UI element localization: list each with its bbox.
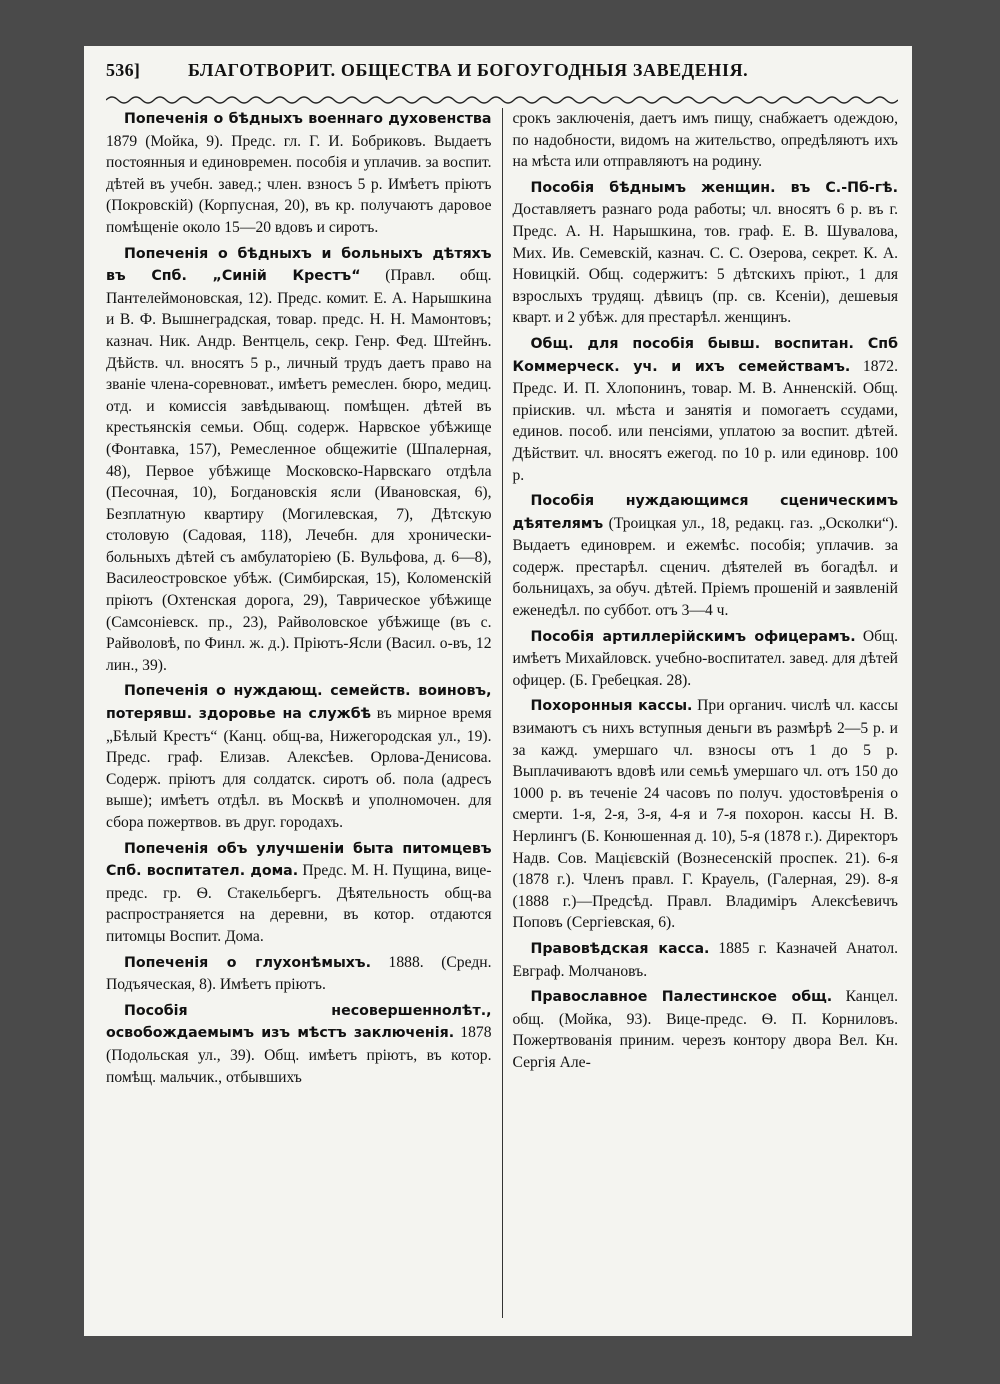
entry-body: Доставляетъ разнаго рода работы; чл. вносятъ 6 р. въ г. Предс. А. Н. Нарышкина, тов. граф. Е. В. Шувалова, Мих. Ив. Семевскій, казнач. С. С. Озерова, секрет. К. А. Новицкій. Общ. содержитъ: 5 дѣтскихъ пріют., 1 для взрослыхъ трудящ. дѣвицъ (пр. св. Ксеніи), дешевыя кварт. и 2 убѣж. для престарѣл. женщинъ.	[512, 201, 898, 327]
entry	[106, 108, 492, 239]
entry-heading: Похоронныя кассы.	[530, 698, 693, 715]
entry-body: 1888. (Средн. Подъяческая, 8). Имѣетъ пріютъ.	[106, 953, 492, 994]
entry-body: (Троицкая ул., 18, редакц. газ. „Осколки“). Выдаетъ единоврем. и ежемѣс. пособія; уплачив. за содерж. престарѣл. сценич. дѣятелей въ богадѣл. и больницахъ, за обуч. дѣтей. Пріемъ прошеній и заявленій еженедѣл. по суббот. отъ 3—4 ч.	[512, 514, 898, 620]
entry-body: (Правл. общ. Пантелеймоновская, 12). Предс. комит. Е. А. Нарышкина и В. Ф. Вышнеградская, товар. предс. Н. Н. Мамонтовъ; казнач. Ник. Андр. Вентцель, секр. Генр. Фед. Штейнъ. Дѣйств. чл. вносятъ 5 р., личный трудъ даетъ право на званіе члена-соревноват., имѣетъ ремеслен. бюро, медиц. отд. и комиссія завѣдывающ. помѣщен. дѣтей въ крестьянскія семьи. Общ. содерж. Нарвское убѣжище (Фонтавка, 157), Ремесленное общежитіе (Шпалерная, 48), Первое убѣжище Московско-Нарвскаго отдѣла (Песочная, 10), Богдановскія ясли (Ивановская, 6), Безплатную квартиру (Могилевская, 7), Дѣтскую столовую (Садовая, 118), Лечебн. для хронически-больныхъ дѣтей съ амбулаторіею (Б. Вульфова, д. 6—8), Василеостровское убѣж. (Симбирская, 15), Коломенскій пріютъ (Охтенская дорога, 29), Таврическое убѣжище (Самсоніевск. пр., 23), Райволовское убѣжище (въ с. Райволовѣ, по Финл. ж. д.). Пріютъ-Ясли (Васил. о-въ, 12 лин., 39).	[106, 267, 492, 674]
continued-text: срокъ заключенія, даетъ имъ пищу, снабжаетъ одеждою, по надобности, видомъ на жительство, опредѣляютъ ихъ на мѣста или отправляютъ на родину.	[512, 110, 898, 171]
entry-body: Общ. имѣетъ Михайловск. учебно-воспитател. завед. для дѣтей офицер. (Б. Гребецкая. 28).	[512, 627, 898, 689]
entry-body: Предс. М. Н. Пущина, вице-предс. гр. Ѳ. Стакельбергъ. Дѣятельность общ-ва распространяется на деревни, въ котор. отдаются питомцы Воспит. Дома.	[106, 862, 492, 945]
entry-heading: Попеченія о нуждающ. семейств. воиновъ, потерявш. здоровье на службѣ	[106, 683, 492, 723]
entry-body: 1878 (Подольская ул., 39). Общ. имѣетъ пріютъ, въ котор. помѣщ. мальчик., отбывшихъ	[106, 1024, 492, 1086]
entry-heading: Пособія бѣднымъ женщин. въ С.-Пб-гѣ.	[530, 179, 898, 196]
entry	[106, 243, 492, 677]
header-wavy-rule	[106, 94, 898, 106]
entry	[513, 626, 899, 692]
entry-heading: Правовѣдская касса.	[530, 940, 710, 957]
entry-body: Канцел. общ. (Мойка, 93). Вице-предс. Ѳ. П. Корниловъ. Пожертвованія приним. черезъ контору двора Вел. Кн. Сергія Але-	[512, 988, 898, 1071]
right-column	[503, 108, 899, 1328]
entry-body: 1872. Предс. И. П. Хлопонинъ, товар. М. В. Анненскій. Общ. пріискив. чл. мѣста и занятія и помогаетъ ссудами, единов. пособ. или пенсіями, уплатою за воспит. дѣтей. Дѣйствит. чл. вносятъ ежегод. по 10 р. или единовр. 100 р.	[512, 357, 898, 484]
page-number: 536]	[106, 60, 141, 80]
entry-heading: Попеченія о глухонѣмыхъ.	[124, 954, 371, 971]
entry	[106, 838, 492, 948]
entry-heading: Общ. для пособія бывш. воспитан. Спб Коммерческ. уч. и ихъ семействамъ.	[512, 335, 898, 375]
entry-heading: Пособія нуждающимся сценическимъ дѣятелямъ	[512, 493, 898, 532]
entry	[106, 952, 492, 996]
left-column	[106, 108, 502, 1328]
entry	[513, 333, 899, 486]
entry	[513, 695, 899, 934]
page-header	[106, 60, 898, 94]
entry	[106, 1000, 492, 1088]
entry-heading: Попеченія о бѣдныхъ военнаго духовенства	[124, 111, 492, 127]
entry	[513, 490, 899, 622]
entry-heading: Православное Палестинское общ.	[530, 989, 833, 1006]
entry-heading: Попеченія о бѣдныхъ и больныхъ дѣтяхъ въ Спб. „Синій Крестъ“	[106, 245, 492, 285]
entry-heading: Пособія несовершеннолѣт., освобождаемымъ изъ мѣстъ заключенія.	[106, 1002, 492, 1042]
entry	[513, 938, 899, 982]
entry-body: 1885 г. Казначей Анатол. Евграф. Молчановъ.	[512, 939, 898, 980]
entry-body: 1879 (Мойка, 9). Предс. гл. Г. И. Бобриковъ. Выдаетъ постоянныя и единовремен. пособія и уплачив. за воспит. дѣтей въ учебн. завед.; член. взносъ 5 р. Имѣетъ пріютъ (Покровскій) (Корпусная, 20), въ кр. получаютъ даровое помѣщеніе около 15—20 вдовъ и сиротъ.	[106, 132, 492, 236]
entry	[513, 986, 899, 1073]
page-title: БЛАГОТВОРИТ. ОБЩЕСТВА И БОГОУГОДНЫЯ ЗАВЕДЕНІЯ.	[188, 60, 749, 80]
entry	[513, 177, 899, 329]
entry-heading: Пособія артиллерійскимъ офицерамъ.	[530, 628, 856, 645]
entry-body: въ мирное время „Бѣлый Крестъ“ (Канц. общ-ва, Нижегородская ул., 19). Предс. граф. Елизав. Алексѣев. Орлова-Денисова. Содерж. пріютъ для солдатск. сиротъ об. пола (адресъ выше); имѣетъ отдѣл. въ Москвѣ и уполномочен. для сбора пожертвов. въ друг. городахъ.	[106, 705, 492, 831]
two-column-body	[106, 108, 898, 1328]
entry-body: При органич. числѣ чл. кассы взимаютъ съ нихъ вступныя деньги въ размѣрѣ 2—5 р. и за кажд. умершаго чл. взносы отъ 1 до 5 р. Выплачиваютъ вдовѣ или семьѣ умершаго чл. отъ 150 до 1000 р. въ теченіе 24 часовъ по получ. удостовѣренія о смерти. 1-я, 2-я, 3-я, 4-я и 7-я похорон. кассы Н. В. Нерлингъ (Б. Конюшенная д. 10), 5-я (1878 г.). Директоръ Надв. Сов. Мацієвскій (Вознесенскій проспек. 21). 6-я (1878 г.). Членъ правл. Г. Крауель, (Галерная, 29). 8-я (1888 г.)—Предсѣд. Правл. Владиміръ Алексѣевичъ Поповъ (Сергіевская, 6).	[512, 697, 898, 932]
book-page	[84, 46, 912, 1336]
entry	[106, 680, 492, 833]
entry-heading: Попеченія объ улучшеніи быта питомцевъ Спб. воспитател. дома.	[106, 840, 492, 880]
